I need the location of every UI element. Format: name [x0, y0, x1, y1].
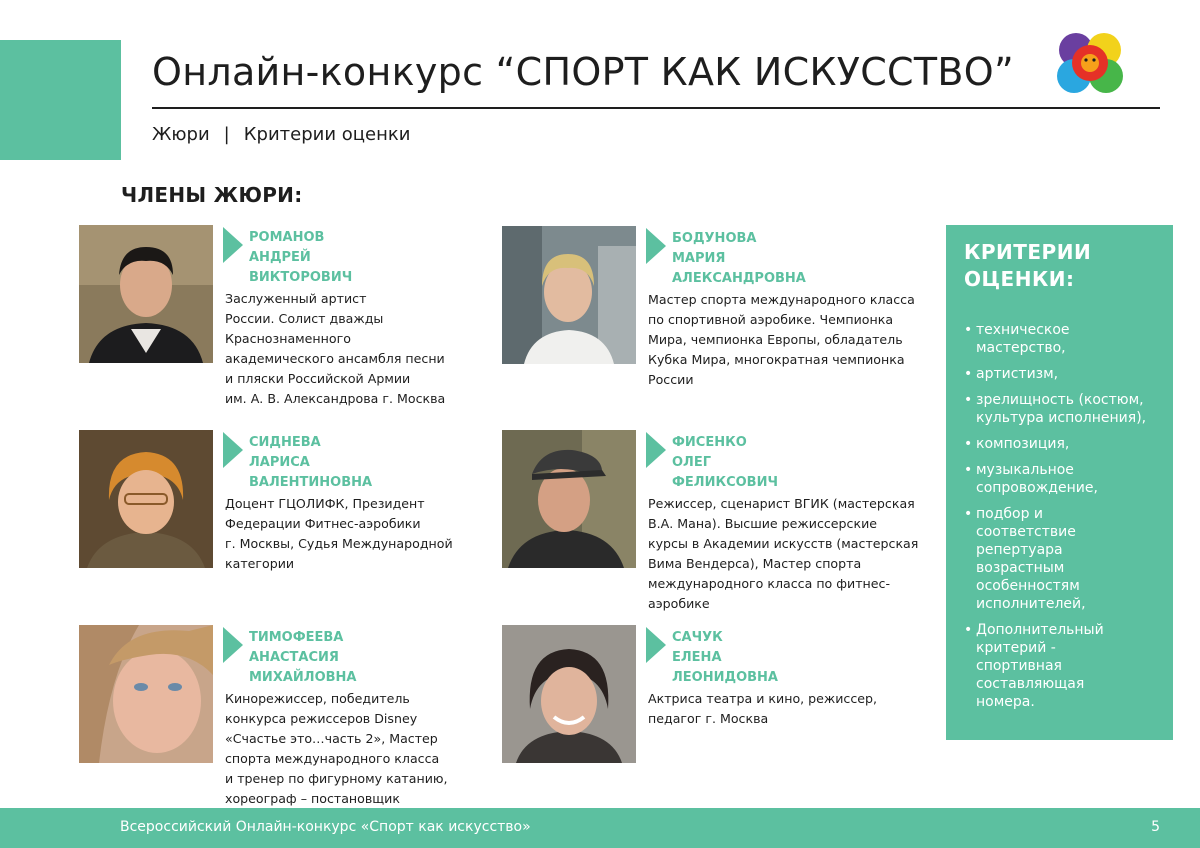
criteria-heading: КРИТЕРИИ ОЦЕНКИ: [964, 240, 1092, 291]
name-arrow-icon [646, 627, 666, 663]
criteria-item: • зрелищность (костюм, культура исполнения), [964, 391, 1159, 427]
member-photo [502, 226, 636, 364]
member-name: ТИМОФЕЕВА АНАСТАСИЯ МИХАЙЛОВНА [249, 630, 357, 685]
page-title: Онлайн-конкурс “СПОРТ КАК ИСКУССТВО” [152, 50, 1014, 94]
nav-jury-link[interactable]: Жюри [152, 124, 210, 145]
name-arrow-icon [223, 432, 243, 468]
criteria-item: • музыкальное сопровождение, [964, 461, 1159, 497]
criteria-list [964, 321, 1159, 711]
jury-member-card [79, 430, 499, 620]
criteria-item: • Дополнительный критерий - спортивная составляющая номера. [964, 621, 1159, 711]
member-description: Мастер спорта международного класса по спортивной аэробике. Чемпионка Мира, чемпионка Европы, обладатель Кубка Мира, многократная чемпионка России [648, 292, 915, 387]
criteria-item: • композиция, [964, 435, 1159, 453]
page-footer [0, 808, 1200, 848]
member-description: Заслуженный артист России. Солист дважды Краснознаменного академического ансамбля песни и пляски Российской Армии им. А. В. Александрова г. Москва [225, 291, 446, 406]
member-description: Актриса театра и кино, режиссер, педагог г. Москва [648, 691, 878, 726]
member-photo [502, 430, 636, 568]
nav-criteria-link[interactable]: Критерии оценки [243, 124, 411, 145]
member-description: Доцент ГЦОЛИФК, Президент Федерации Фитнес-аэробики г. Москвы, Судья Международной категории [225, 496, 453, 571]
member-description: Кинорежиссер, победитель конкурса режиссеров Disney «Счастье это…часть 2», Мастер спорта международного класса и тренер по фигурному катанию, хореограф – постановщик [225, 691, 448, 806]
criteria-item: • техническое мастерство, [964, 321, 1159, 357]
member-description: Режиссер, сценарист ВГИК (мастерская В.А. Мана). Высшие режиссерские курсы в Академии искусств (мастерская Вима Вендерса), Мастер спорта международного класса по фитнес- аэробике [648, 496, 919, 611]
jury-member-card [502, 430, 922, 620]
name-arrow-icon [223, 627, 243, 663]
member-photo [79, 625, 213, 763]
jury-heading: ЧЛЕНЫ ЖЮРИ: [121, 183, 303, 207]
member-name: БОДУНОВА МАРИЯ АЛЕКСАНДРОВНА [672, 231, 806, 286]
criteria-item: • подбор и соответствие репертуара возрастным особенностям исполнителей, [964, 505, 1159, 613]
name-arrow-icon [223, 227, 243, 263]
member-name: САЧУК ЕЛЕНА ЛЕОНИДОВНА [672, 630, 778, 685]
name-arrow-icon [646, 228, 666, 264]
member-photo [502, 625, 636, 763]
criteria-panel [946, 225, 1173, 740]
section-nav [152, 124, 410, 145]
name-arrow-icon [646, 432, 666, 468]
footer-text: Всероссийский Онлайн-конкурс «Спорт как искусство» [120, 819, 531, 835]
member-name: РОМАНОВ АНДРЕЙ ВИКТОРОВИЧ [249, 230, 353, 285]
jury-member-card [79, 625, 499, 815]
accent-block [0, 40, 121, 160]
title-divider [152, 107, 1160, 109]
member-photo [79, 225, 213, 363]
nav-separator: | [223, 124, 230, 145]
jury-member-card [79, 225, 499, 415]
member-name: СИДНЕВА ЛАРИСА ВАЛЕНТИНОВНА [249, 435, 373, 490]
member-photo [79, 430, 213, 568]
page-number: 5 [1151, 819, 1160, 835]
jury-member-card [502, 625, 922, 815]
member-name: ФИСЕНКО ОЛЕГ ФЕЛИКСОВИЧ [672, 435, 778, 490]
criteria-item: • артистизм, [964, 365, 1159, 383]
contest-logo [1052, 30, 1128, 98]
jury-member-card [502, 226, 922, 416]
